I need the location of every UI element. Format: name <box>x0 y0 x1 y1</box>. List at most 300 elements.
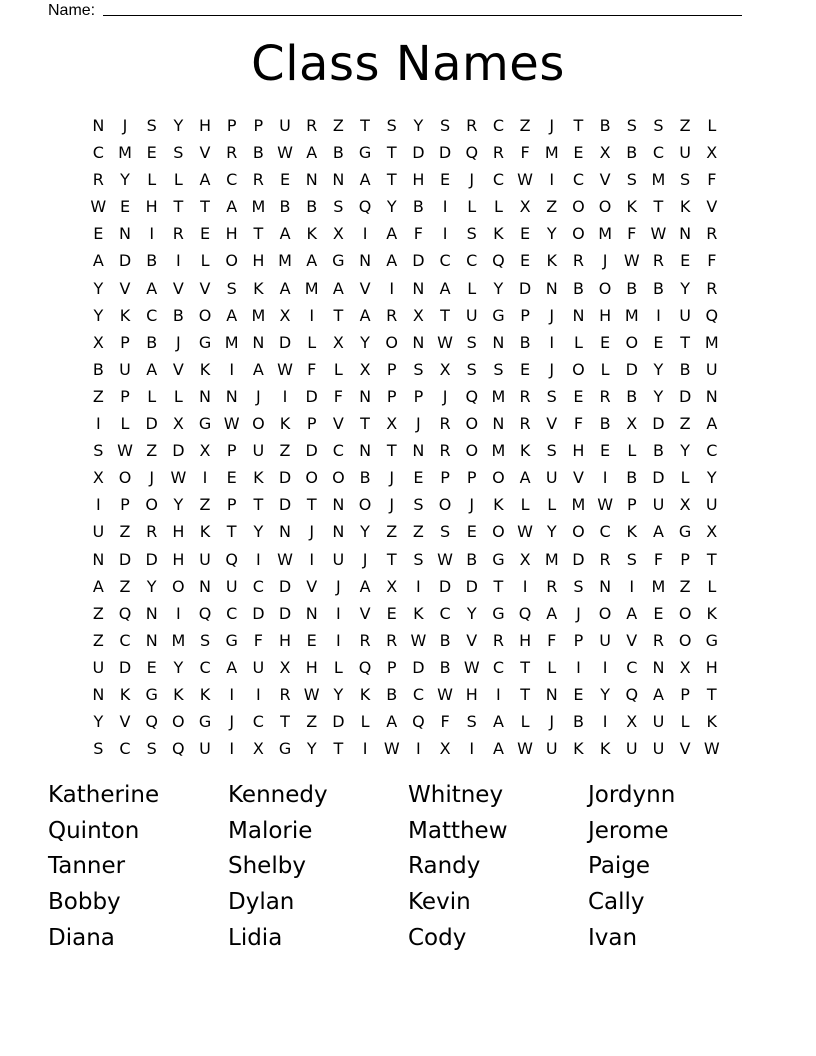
grid-letter[interactable]: Q <box>198 603 212 623</box>
grid-letter[interactable]: P <box>440 468 450 488</box>
grid-letter[interactable]: B <box>146 332 158 352</box>
grid-letter[interactable]: W <box>437 332 453 352</box>
grid-letter[interactable]: H <box>305 657 318 677</box>
grid-letter[interactable]: S <box>439 522 451 542</box>
grid-letter[interactable]: A <box>706 414 718 434</box>
grid-letter[interactable]: A <box>306 143 318 163</box>
grid-letter[interactable]: K <box>493 495 504 515</box>
grid-letter[interactable]: K <box>253 278 264 298</box>
grid-letter[interactable]: E <box>386 603 397 623</box>
grid-letter[interactable]: Q <box>465 386 479 406</box>
grid-letter[interactable]: I <box>149 224 155 244</box>
grid-letter[interactable]: S <box>546 441 557 461</box>
grid-letter[interactable]: Z <box>679 576 691 596</box>
grid-letter[interactable]: Q <box>225 549 238 569</box>
grid-letter[interactable]: R <box>519 414 531 434</box>
grid-letter[interactable]: B <box>626 386 638 406</box>
grid-letter[interactable]: H <box>465 684 478 704</box>
grid-letter[interactable]: M <box>251 197 266 217</box>
grid-letter[interactable]: B <box>439 657 451 677</box>
grid-letter[interactable]: J <box>469 170 475 190</box>
grid-letter[interactable]: F <box>707 170 717 190</box>
grid-letter[interactable]: I <box>202 468 208 488</box>
grid-letter[interactable]: U <box>679 143 691 163</box>
grid-letter[interactable]: R <box>92 170 104 190</box>
grid-letter[interactable]: O <box>358 495 372 515</box>
grid-letter[interactable]: D <box>172 441 185 461</box>
grid-letter[interactable]: I <box>336 603 341 623</box>
grid-letter[interactable]: N <box>145 630 158 650</box>
grid-letter[interactable]: B <box>572 712 584 732</box>
grid-letter[interactable]: I <box>442 197 448 217</box>
grid-letter[interactable]: S <box>199 630 211 650</box>
grid-letter[interactable]: A <box>359 170 371 190</box>
grid-letter[interactable]: Y <box>93 278 104 298</box>
grid-letter[interactable]: V <box>706 197 718 217</box>
grid-letter[interactable]: B <box>252 143 264 163</box>
grid-letter[interactable]: L <box>307 332 317 352</box>
grid-letter[interactable]: N <box>145 603 158 623</box>
grid-letter[interactable]: F <box>547 630 557 650</box>
grid-letter[interactable]: Y <box>546 522 557 542</box>
grid-letter[interactable]: R <box>386 305 398 325</box>
grid-letter[interactable]: P <box>253 116 264 135</box>
grid-letter[interactable]: V <box>572 468 584 488</box>
grid-letter[interactable]: S <box>386 116 397 135</box>
grid-letter[interactable]: W <box>277 359 293 379</box>
grid-letter[interactable]: N <box>412 441 425 461</box>
grid-letter[interactable]: X <box>92 332 104 352</box>
grid-letter[interactable]: U <box>332 549 345 569</box>
grid-letter[interactable]: S <box>413 359 424 379</box>
grid-letter[interactable]: Z <box>679 414 691 434</box>
grid-letter[interactable]: A <box>279 224 291 244</box>
grid-letter[interactable]: B <box>572 278 584 298</box>
grid-letter[interactable]: E <box>93 224 104 244</box>
grid-letter[interactable]: Y <box>93 305 104 325</box>
grid-letter[interactable]: A <box>386 712 398 732</box>
grid-letter[interactable]: X <box>706 522 718 542</box>
grid-letter[interactable]: Y <box>386 197 397 217</box>
grid-letter[interactable]: T <box>520 657 530 677</box>
grid-letter[interactable]: Z <box>146 441 158 461</box>
grid-letter[interactable]: R <box>652 251 664 271</box>
grid-letter[interactable]: K <box>706 603 718 623</box>
grid-letter[interactable]: G <box>492 549 505 569</box>
grid-letter[interactable]: Q <box>145 712 158 732</box>
grid-letter[interactable]: H <box>252 251 265 271</box>
grid-letter[interactable]: R <box>492 630 504 650</box>
grid-letter[interactable]: C <box>119 630 131 650</box>
grid-letter[interactable]: L <box>467 197 477 217</box>
grid-letter[interactable]: E <box>573 386 584 406</box>
grid-letter[interactable]: S <box>546 386 557 406</box>
grid-letter[interactable]: X <box>519 197 531 217</box>
grid-letter[interactable]: E <box>520 224 531 244</box>
grid-letter[interactable]: J <box>175 332 181 352</box>
grid-letter[interactable]: I <box>175 251 181 271</box>
grid-letter[interactable]: R <box>439 441 451 461</box>
grid-letter[interactable]: P <box>120 332 130 352</box>
grid-letter[interactable]: D <box>332 712 345 732</box>
grid-letter[interactable]: W <box>463 657 480 677</box>
grid-letter[interactable]: D <box>412 657 425 677</box>
grid-letter[interactable]: O <box>332 468 345 488</box>
grid-letter[interactable]: G <box>358 143 372 163</box>
grid-letter[interactable]: S <box>626 170 637 190</box>
grid-letter[interactable]: N <box>599 576 612 596</box>
grid-letter[interactable]: J <box>576 603 581 623</box>
grid-letter[interactable]: S <box>466 332 477 352</box>
grid-letter[interactable]: N <box>305 603 318 623</box>
grid-letter[interactable]: R <box>172 224 184 244</box>
grid-letter[interactable]: B <box>332 143 344 163</box>
grid-letter[interactable]: S <box>680 170 691 190</box>
grid-letter[interactable]: Y <box>680 278 690 298</box>
grid-letter[interactable]: L <box>147 386 157 406</box>
grid-letter[interactable]: W <box>90 197 107 217</box>
grid-letter[interactable]: H <box>705 657 718 677</box>
grid-letter[interactable]: F <box>440 712 450 732</box>
grid-letter[interactable]: M <box>651 576 666 596</box>
grid-letter[interactable]: D <box>412 251 425 271</box>
grid-letter[interactable]: O <box>305 468 318 488</box>
grid-letter[interactable]: H <box>145 197 158 217</box>
grid-letter[interactable]: A <box>226 197 238 217</box>
grid-letter[interactable]: P <box>386 386 397 406</box>
grid-letter[interactable]: J <box>149 468 155 488</box>
grid-letter[interactable]: R <box>599 386 611 406</box>
grid-letter[interactable]: N <box>332 495 345 515</box>
grid-letter[interactable]: O <box>572 224 585 244</box>
grid-letter[interactable]: B <box>652 441 664 461</box>
grid-letter[interactable]: B <box>386 684 398 704</box>
grid-letter[interactable]: W <box>303 684 320 704</box>
grid-letter[interactable]: B <box>146 251 158 271</box>
grid-letter[interactable]: J <box>442 386 448 406</box>
grid-letter[interactable]: O <box>572 197 585 217</box>
grid-letter[interactable]: I <box>282 386 288 406</box>
grid-letter[interactable]: E <box>600 441 611 461</box>
grid-letter[interactable]: P <box>520 305 530 325</box>
grid-letter[interactable]: N <box>279 522 292 542</box>
grid-letter[interactable]: J <box>389 468 395 488</box>
grid-letter[interactable]: S <box>226 278 237 298</box>
grid-letter[interactable]: K <box>119 305 131 325</box>
grid-letter[interactable]: G <box>225 630 238 650</box>
grid-letter[interactable]: P <box>226 116 237 135</box>
grid-letter[interactable]: D <box>278 495 292 515</box>
grid-letter[interactable]: N <box>492 332 505 352</box>
grid-letter[interactable]: T <box>360 116 370 135</box>
grid-letter[interactable]: U <box>119 359 131 379</box>
grid-letter[interactable]: J <box>549 359 555 379</box>
grid-letter[interactable]: M <box>544 143 559 163</box>
grid-letter[interactable]: Z <box>412 522 424 542</box>
grid-letter[interactable]: N <box>359 386 372 406</box>
grid-letter[interactable]: N <box>545 684 558 704</box>
grid-letter[interactable]: S <box>413 549 424 569</box>
grid-letter[interactable]: M <box>598 224 612 244</box>
grid-letter[interactable]: R <box>359 630 371 650</box>
grid-letter[interactable]: V <box>306 576 318 596</box>
grid-letter[interactable]: Y <box>146 576 157 596</box>
grid-letter[interactable]: Y <box>653 386 664 406</box>
grid-letter[interactable]: U <box>199 739 211 759</box>
grid-letter[interactable]: Q <box>705 305 719 325</box>
grid-letter[interactable]: G <box>492 305 505 325</box>
grid-letter[interactable]: E <box>199 224 211 244</box>
grid-letter[interactable]: M <box>304 278 319 298</box>
grid-letter[interactable]: J <box>602 251 608 271</box>
grid-letter[interactable]: R <box>146 522 158 542</box>
grid-letter[interactable]: D <box>518 278 532 298</box>
grid-letter[interactable]: S <box>439 116 451 135</box>
grid-letter[interactable]: P <box>226 441 237 461</box>
grid-letter[interactable]: U <box>705 495 718 515</box>
grid-letter[interactable]: L <box>707 576 717 596</box>
grid-letter[interactable]: G <box>705 630 718 650</box>
grid-letter[interactable]: N <box>332 170 345 190</box>
grid-letter[interactable]: P <box>680 549 690 569</box>
grid-letter[interactable]: Y <box>93 712 104 732</box>
grid-letter[interactable]: N <box>225 386 238 406</box>
grid-letter[interactable]: L <box>627 441 637 461</box>
grid-letter[interactable]: D <box>278 576 292 596</box>
grid-letter[interactable]: Y <box>360 332 370 352</box>
grid-letter[interactable]: U <box>679 305 691 325</box>
grid-letter[interactable]: H <box>225 224 238 244</box>
grid-letter[interactable]: D <box>438 576 452 596</box>
grid-letter[interactable]: R <box>252 170 264 190</box>
grid-letter[interactable]: U <box>199 549 211 569</box>
grid-letter[interactable]: F <box>573 414 584 434</box>
grid-letter[interactable]: O <box>598 278 612 298</box>
grid-letter[interactable]: O <box>145 495 158 515</box>
grid-letter[interactable]: B <box>412 197 424 217</box>
grid-letter[interactable]: E <box>653 603 664 623</box>
grid-letter[interactable]: I <box>309 549 315 569</box>
grid-letter[interactable]: C <box>92 143 104 163</box>
grid-letter[interactable]: V <box>199 143 211 163</box>
grid-letter[interactable]: L <box>333 657 343 677</box>
grid-letter[interactable]: R <box>599 549 611 569</box>
grid-letter[interactable]: N <box>705 386 718 406</box>
grid-letter[interactable]: O <box>198 305 212 325</box>
grid-letter[interactable]: P <box>386 359 397 379</box>
grid-letter[interactable]: C <box>599 522 611 542</box>
grid-letter[interactable]: U <box>225 576 238 596</box>
grid-letter[interactable]: B <box>439 630 451 650</box>
grid-letter[interactable]: D <box>278 332 292 352</box>
grid-letter[interactable]: Y <box>546 224 557 244</box>
grid-letter[interactable]: L <box>120 414 130 434</box>
grid-letter[interactable]: I <box>95 414 101 434</box>
grid-letter[interactable]: W <box>277 143 293 163</box>
grid-letter[interactable]: L <box>333 359 343 379</box>
grid-letter[interactable]: K <box>679 197 691 217</box>
grid-letter[interactable]: Z <box>519 116 531 135</box>
grid-letter[interactable]: J <box>309 522 315 542</box>
grid-letter[interactable]: N <box>652 657 665 677</box>
grid-letter[interactable]: O <box>385 332 399 352</box>
grid-letter[interactable]: P <box>306 414 317 434</box>
grid-letter[interactable]: A <box>652 522 664 542</box>
grid-letter[interactable]: A <box>279 278 291 298</box>
grid-letter[interactable]: N <box>199 386 211 406</box>
grid-letter[interactable]: P <box>626 495 637 515</box>
grid-letter[interactable]: E <box>226 468 237 488</box>
grid-letter[interactable]: S <box>93 441 104 461</box>
grid-letter[interactable]: D <box>625 359 638 379</box>
grid-letter[interactable]: R <box>546 576 558 596</box>
grid-letter[interactable]: M <box>171 630 186 650</box>
grid-letter[interactable]: K <box>199 684 211 704</box>
grid-letter[interactable]: L <box>600 359 610 379</box>
grid-letter[interactable]: E <box>119 197 131 217</box>
grid-letter[interactable]: U <box>652 712 665 732</box>
grid-letter[interactable]: T <box>386 143 397 163</box>
grid-letter[interactable]: B <box>626 468 638 488</box>
grid-letter[interactable]: U <box>465 305 478 325</box>
grid-letter[interactable]: R <box>306 116 318 135</box>
grid-letter[interactable]: G <box>332 251 345 271</box>
grid-letter[interactable]: I <box>549 332 555 352</box>
grid-letter[interactable]: U <box>625 739 638 759</box>
grid-letter[interactable]: R <box>706 278 718 298</box>
grid-letter[interactable]: Y <box>173 657 184 677</box>
grid-letter[interactable]: Q <box>172 739 185 759</box>
grid-letter[interactable]: N <box>92 684 105 704</box>
grid-letter[interactable]: L <box>493 197 503 217</box>
grid-letter[interactable]: W <box>597 495 614 515</box>
grid-letter[interactable]: V <box>466 630 478 650</box>
grid-letter[interactable]: Z <box>119 576 131 596</box>
grid-letter[interactable]: R <box>492 143 504 163</box>
grid-letter[interactable]: H <box>599 305 612 325</box>
grid-letter[interactable]: K <box>253 468 264 488</box>
grid-letter[interactable]: D <box>412 143 425 163</box>
grid-letter[interactable]: L <box>520 495 530 515</box>
grid-letter[interactable]: X <box>332 224 344 244</box>
grid-letter[interactable]: R <box>279 684 291 704</box>
grid-letter[interactable]: L <box>547 495 557 515</box>
grid-letter[interactable]: K <box>493 224 504 244</box>
grid-letter[interactable]: C <box>492 657 504 677</box>
grid-letter[interactable]: T <box>333 305 344 325</box>
grid-letter[interactable]: O <box>465 414 479 434</box>
grid-letter[interactable]: K <box>359 684 371 704</box>
grid-letter[interactable]: I <box>656 305 661 325</box>
grid-letter[interactable]: O <box>438 495 452 515</box>
grid-letter[interactable]: D <box>305 386 318 406</box>
grid-letter[interactable]: Y <box>306 739 317 759</box>
grid-letter[interactable]: O <box>225 251 238 271</box>
grid-letter[interactable]: X <box>359 359 371 379</box>
grid-letter[interactable]: T <box>386 441 397 461</box>
grid-letter[interactable]: V <box>332 414 344 434</box>
grid-letter[interactable]: P <box>680 684 690 704</box>
grid-letter[interactable]: P <box>573 630 584 650</box>
grid-letter[interactable]: Q <box>118 603 132 623</box>
grid-letter[interactable]: G <box>678 522 692 542</box>
grid-letter[interactable]: B <box>359 468 371 488</box>
grid-letter[interactable]: X <box>626 414 638 434</box>
grid-letter[interactable]: A <box>146 359 158 379</box>
grid-letter[interactable]: O <box>172 576 185 596</box>
grid-letter[interactable]: W <box>517 170 533 190</box>
grid-letter[interactable]: Z <box>199 495 211 515</box>
grid-letter[interactable]: I <box>416 576 421 596</box>
grid-letter[interactable]: J <box>229 712 235 732</box>
grid-letter[interactable]: E <box>440 170 451 190</box>
grid-letter[interactable]: I <box>416 739 421 759</box>
grid-letter[interactable]: J <box>389 495 395 515</box>
grid-letter[interactable]: J <box>362 549 368 569</box>
grid-letter[interactable]: U <box>652 739 665 759</box>
grid-letter[interactable]: E <box>573 143 584 163</box>
grid-letter[interactable]: F <box>307 359 317 379</box>
grid-letter[interactable]: B <box>626 143 638 163</box>
grid-letter[interactable]: S <box>626 116 637 135</box>
grid-letter[interactable]: M <box>491 441 506 461</box>
grid-letter[interactable]: C <box>439 251 451 271</box>
grid-letter[interactable]: Y <box>706 468 717 488</box>
grid-letter[interactable]: A <box>306 251 318 271</box>
grid-letter[interactable]: B <box>279 197 291 217</box>
grid-letter[interactable]: Z <box>386 522 398 542</box>
grid-letter[interactable]: X <box>679 657 691 677</box>
grid-letter[interactable]: R <box>706 224 718 244</box>
grid-letter[interactable]: T <box>360 414 370 434</box>
grid-letter[interactable]: E <box>413 468 424 488</box>
grid-letter[interactable]: O <box>492 468 505 488</box>
grid-letter[interactable]: K <box>626 197 638 217</box>
grid-letter[interactable]: Q <box>358 197 372 217</box>
grid-letter[interactable]: H <box>199 116 212 135</box>
grid-letter[interactable]: M <box>651 170 666 190</box>
grid-letter[interactable]: I <box>95 495 101 515</box>
grid-letter[interactable]: E <box>306 630 317 650</box>
grid-letter[interactable]: D <box>652 468 665 488</box>
grid-letter[interactable]: N <box>412 278 425 298</box>
grid-letter[interactable]: O <box>172 712 185 732</box>
grid-letter[interactable]: V <box>172 278 184 298</box>
grid-letter[interactable]: T <box>386 170 397 190</box>
grid-letter[interactable]: S <box>573 576 584 596</box>
grid-letter[interactable]: V <box>679 739 691 759</box>
grid-letter[interactable]: T <box>173 197 184 217</box>
grid-letter[interactable]: P <box>466 468 477 488</box>
grid-letter[interactable]: A <box>92 251 104 271</box>
grid-letter[interactable]: G <box>198 712 212 732</box>
grid-letter[interactable]: V <box>626 630 638 650</box>
grid-letter[interactable]: Y <box>680 441 690 461</box>
grid-letter[interactable]: A <box>492 712 504 732</box>
grid-letter[interactable]: R <box>439 414 451 434</box>
grid-letter[interactable]: R <box>226 143 238 163</box>
grid-letter[interactable]: B <box>172 305 184 325</box>
grid-letter[interactable]: Z <box>92 630 104 650</box>
grid-letter[interactable]: P <box>120 386 130 406</box>
grid-letter[interactable]: V <box>199 278 211 298</box>
grid-letter[interactable]: D <box>652 414 665 434</box>
grid-letter[interactable]: H <box>279 630 292 650</box>
grid-letter[interactable]: U <box>252 657 265 677</box>
grid-letter[interactable]: V <box>359 603 371 623</box>
grid-letter[interactable]: Z <box>546 197 558 217</box>
grid-letter[interactable]: Z <box>306 712 318 732</box>
